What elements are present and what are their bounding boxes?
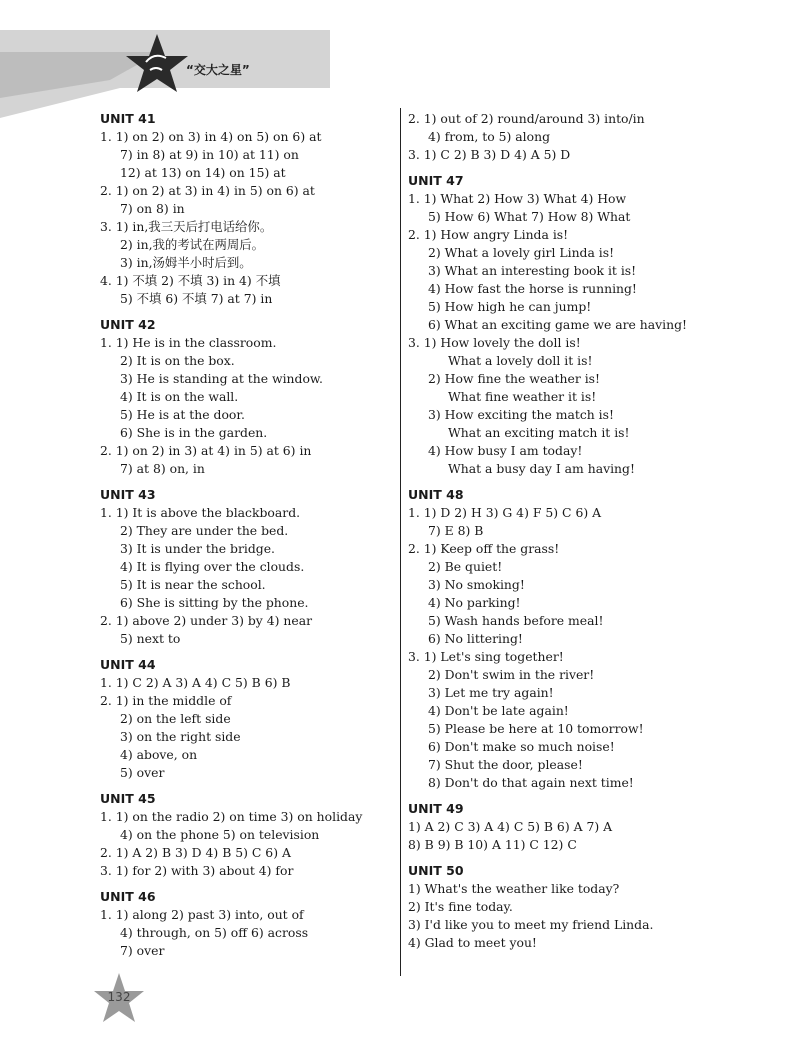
answer-line: 4) How busy I am today!: [428, 443, 583, 458]
unit-block: [100, 888, 395, 960]
answer-line: 6) No littering!: [428, 631, 523, 646]
answer-line: What fine weather it is!: [448, 389, 597, 404]
answer-line: 4) It is on the wall.: [120, 389, 239, 404]
unit-title: UNIT 44: [100, 657, 156, 672]
unit-title: UNIT 48: [408, 487, 464, 502]
unit-title: UNIT 42: [100, 317, 156, 332]
answer-line: 2) How fine the weather is!: [428, 371, 600, 386]
answer-line: 4) from, to 5) along: [428, 129, 551, 144]
answer-line: 8) Don't do that again next time!: [428, 775, 634, 790]
answer-line: 3) I'd like you to meet my friend Linda.: [408, 917, 654, 932]
answer-line: 5) Please be here at 10 tomorrow!: [428, 721, 644, 736]
answer-line: 1) A 2) C 3) A 4) C 5) B 6) A 7) A: [408, 819, 613, 834]
unit-title: UNIT 50: [408, 863, 464, 878]
answer-line: 4) No parking!: [428, 595, 521, 610]
answer-line: 6) Don't make so much noise!: [428, 739, 615, 754]
right-column: [408, 110, 708, 952]
answer-line: 7) E 8) B: [428, 523, 484, 538]
answer-line: 3) How exciting the match is!: [428, 407, 614, 422]
unit-block: [100, 486, 395, 648]
answer-line: 5) over: [120, 765, 165, 780]
answer-line: 5) How high he can jump!: [428, 299, 592, 314]
answer-line: 3) It is under the bridge.: [120, 541, 275, 556]
answer-line: 3. 1) C 2) B 3) D 4) A 5) D: [408, 147, 571, 162]
answer-line: 3. 1) for 2) with 3) about 4) for: [100, 863, 294, 878]
answer-line: 1. 1) on the radio 2) on time 3) on holiday: [100, 809, 363, 824]
unit-block: [100, 790, 395, 880]
answer-line: 2. 1) A 2) B 3) D 4) B 5) C 6) A: [100, 845, 291, 860]
unit-title: UNIT 49: [408, 801, 464, 816]
unit-title: UNIT 47: [408, 173, 464, 188]
answer-line: 2) in,我的考试在两周后。: [120, 237, 265, 252]
answer-line: 1. 1) along 2) past 3) into, out of: [100, 907, 304, 922]
answer-line: 7) Shut the door, please!: [428, 757, 583, 772]
answer-line: 2) They are under the bed.: [120, 523, 289, 538]
answer-line: 2. 1) out of 2) round/around 3) into/in: [408, 111, 645, 126]
answer-line: 5) next to: [120, 631, 181, 646]
unit-block: [408, 800, 708, 854]
answer-line: 2) It's fine today.: [408, 899, 513, 914]
answer-line: 2. 1) on 2) at 3) in 4) in 5) on 6) at: [100, 183, 315, 198]
answer-line: 3) He is standing at the window.: [120, 371, 323, 386]
answer-line: 5) How 6) What 7) How 8) What: [428, 209, 631, 224]
answer-line: 4) Don't be late again!: [428, 703, 569, 718]
answer-line: What a busy day I am having!: [448, 461, 635, 476]
unit-title: UNIT 46: [100, 889, 156, 904]
unit-block: [100, 110, 395, 308]
answer-line: 3) No smoking!: [428, 577, 525, 592]
answer-line: 1. 1) D 2) H 3) G 4) F 5) C 6) A: [408, 505, 602, 520]
unit-block: [408, 862, 708, 952]
brand-title: “交大之星”: [186, 63, 250, 77]
answer-line: 2) on the left side: [120, 711, 231, 726]
answer-line: 2) Don't swim in the river!: [428, 667, 595, 682]
answer-line: 5) Wash hands before meal!: [428, 613, 604, 628]
answer-line: 2) It is on the box.: [120, 353, 235, 368]
answer-line: 8) B 9) B 10) A 11) C 12) C: [408, 837, 577, 852]
answer-line: 7) in 8) at 9) in 10) at 11) on: [120, 147, 299, 162]
unit-block: [408, 110, 708, 164]
page-number-badge: [92, 972, 146, 1026]
answer-line: 4) Glad to meet you!: [408, 935, 537, 950]
answer-line: 5) 不填 6) 不填 7) at 7) in: [120, 291, 273, 306]
answer-line: 5) He is at the door.: [120, 407, 245, 422]
answer-line: 4) above, on: [120, 747, 198, 762]
column-divider: [400, 108, 401, 976]
unit-block: [100, 316, 395, 478]
answer-line: 4) on the phone 5) on television: [120, 827, 320, 842]
left-column: [100, 110, 395, 960]
banner-graphic: [0, 0, 800, 120]
answer-line: 3) in,汤姆半小时后到。: [120, 255, 252, 270]
answer-line: 1. 1) C 2) A 3) A 4) C 5) B 6) B: [100, 675, 291, 690]
answer-line: 2. 1) Keep off the grass!: [408, 541, 560, 556]
unit-title: UNIT 43: [100, 487, 156, 502]
answer-line: 1. 1) He is in the classroom.: [100, 335, 277, 350]
answer-line: 3) Let me try again!: [428, 685, 554, 700]
answer-line: 6) She is sitting by the phone.: [120, 595, 309, 610]
answer-line: 6) What an exciting game we are having!: [428, 317, 688, 332]
answer-line: 4. 1) 不填 2) 不填 3) in 4) 不填: [100, 273, 281, 288]
unit-title: UNIT 45: [100, 791, 156, 806]
unit-block: [408, 172, 708, 478]
answer-line: 4) How fast the horse is running!: [428, 281, 637, 296]
answer-line: 2. 1) above 2) under 3) by 4) near: [100, 613, 313, 628]
page-number: 132: [107, 990, 131, 1004]
answer-line: 7) over: [120, 943, 165, 958]
answer-line: 6) She is in the garden.: [120, 425, 268, 440]
answer-line: 12) at 13) on 14) on 15) at: [120, 165, 286, 180]
answer-line: 2. 1) How angry Linda is!: [408, 227, 569, 242]
answer-line: 1) What's the weather like today?: [408, 881, 620, 896]
answer-line: 3) on the right side: [120, 729, 241, 744]
unit-block: [408, 486, 708, 792]
answer-line: 7) on 8) in: [120, 201, 185, 216]
answer-line: What a lovely doll it is!: [448, 353, 593, 368]
answer-line: 1. 1) What 2) How 3) What 4) How: [408, 191, 627, 206]
answer-line: 3. 1) How lovely the doll is!: [408, 335, 581, 350]
unit-block: [100, 656, 395, 782]
answer-line: 1. 1) on 2) on 3) in 4) on 5) on 6) at: [100, 129, 322, 144]
answer-line: 2. 1) in the middle of: [100, 693, 232, 708]
answer-line: 2. 1) on 2) in 3) at 4) in 5) at 6) in: [100, 443, 312, 458]
unit-title: UNIT 41: [100, 111, 156, 126]
answer-line: 4) It is flying over the clouds.: [120, 559, 305, 574]
answer-line: 3. 1) in,我三天后打电话给你。: [100, 219, 273, 234]
answer-line: 7) at 8) on, in: [120, 461, 205, 476]
header-banner: [0, 0, 800, 120]
answer-line: 4) through, on 5) off 6) across: [120, 925, 309, 940]
answer-line: 3. 1) Let's sing together!: [408, 649, 564, 664]
answer-line: 2) Be quiet!: [428, 559, 503, 574]
answer-line: 5) It is near the school.: [120, 577, 266, 592]
answer-line: What an exciting match it is!: [448, 425, 630, 440]
answer-line: 1. 1) It is above the blackboard.: [100, 505, 301, 520]
answer-line: 2) What a lovely girl Linda is!: [428, 245, 615, 260]
answer-line: 3) What an interesting book it is!: [428, 263, 637, 278]
